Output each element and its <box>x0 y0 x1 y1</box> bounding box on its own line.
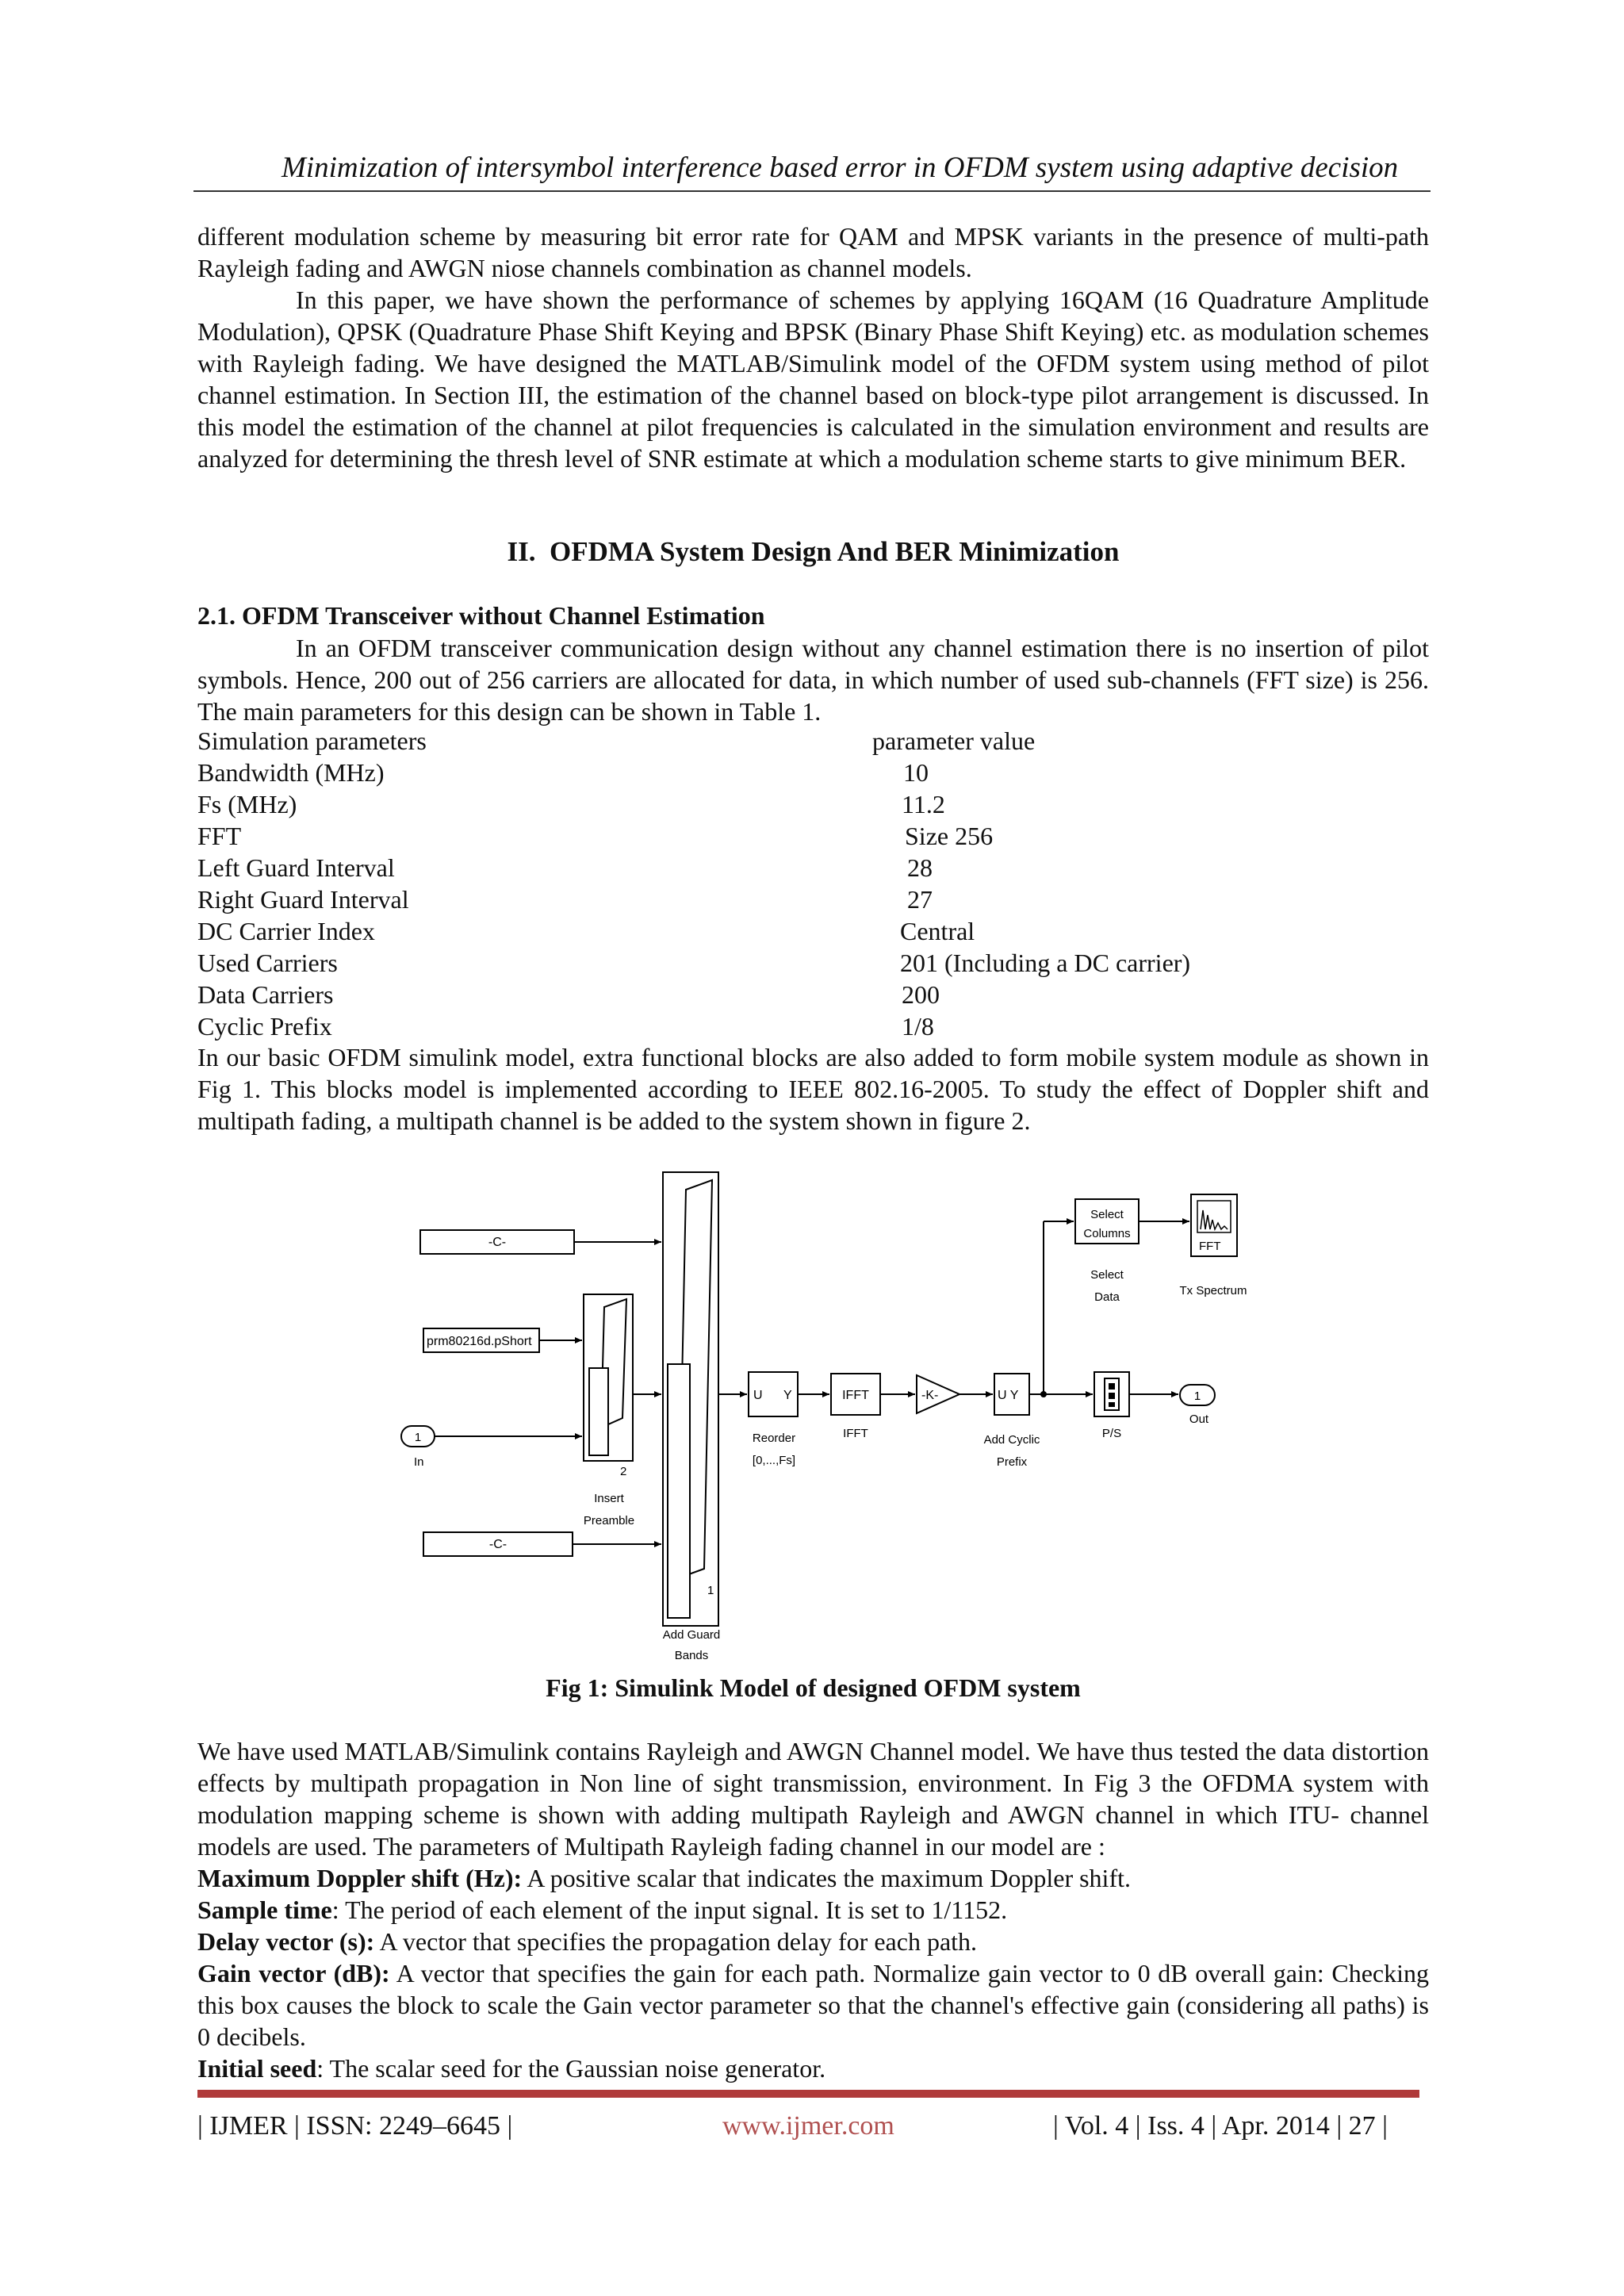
table-cell-value: 201 (Including a DC carrier) <box>900 949 1191 977</box>
table-row <box>197 917 975 949</box>
table-cell-value: 28 <box>907 853 933 882</box>
in-port-number: 1 <box>414 1431 422 1444</box>
intro-paragraph-1: different modulation scheme by measuring bit error rate for QAM and MPSK variants in the presence of multi-path Rayleigh fading and AWGN niose channels combination as channel models. <box>197 222 1429 282</box>
select-columns-inner-1: Select <box>1090 1208 1124 1221</box>
reorder-y: Y <box>783 1389 792 1402</box>
param-desc: A positive scalar that indicates the maximum Doppler shift. <box>522 1864 1131 1892</box>
insert-preamble-inner <box>589 1368 608 1455</box>
table-cell-value: Central <box>900 917 975 945</box>
param-item <box>197 2053 1429 2084</box>
constant-top-label: -C- <box>488 1236 507 1249</box>
section-paragraph-2: In our basic OFDM simulink model, extra functional blocks are also added to form mobile system module as shown in Fig 1. This blocks model is implemented according to IEEE 802.16-2005. To study the effect of Doppler shift and multipath fading, a multipath channel is be added to the system shown in figure 2. <box>197 1043 1429 1135</box>
cyclic-prefix-inner: U Y <box>998 1389 1019 1402</box>
param-term: Sample time <box>197 1895 332 1924</box>
insert-preamble-label-2: Preamble <box>583 1514 635 1527</box>
gain-label: -K- <box>921 1389 939 1402</box>
constant-bottom-label: -C- <box>488 1538 508 1551</box>
out-port-number: 1 <box>1193 1389 1201 1403</box>
param-item <box>197 1926 1429 1957</box>
section-paragraph-1: In an OFDM transceiver communication design without any channel estimation there is no insertion of pilot symbols. Hence, 200 out of 256 carriers are allocated for data, in which number of used sub-channels (FFT size) is 256. The main parameters for this design can be shown in Table 1. <box>197 634 1429 726</box>
table-cell-value: 200 <box>902 980 940 1009</box>
table-cell-value: 11.2 <box>902 790 945 818</box>
table-cell-param: Right Guard Interval <box>197 885 409 914</box>
table-cell-param: FFT <box>197 822 242 850</box>
select-data-label-1: Select <box>1090 1268 1124 1282</box>
param-item <box>197 1862 1429 1894</box>
table-row <box>197 758 929 790</box>
reorder-label-2: [0,...,Fs] <box>752 1454 796 1467</box>
param-desc: : The scalar seed for the Gaussian noise generator. <box>316 2054 826 2083</box>
intro-paragraph-2: In this paper, we have shown the performance of schemes by applying 16QAM (16 Quadrature Amplitude Modulation), QPSK (Quadrature Phase Shift Keying and BPSK (Binary Phase Shift Keying) etc. as modulation schemes with Rayleigh fading. We have designed the MATLAB/Simulink model of the OFDM system using method of pilot channel estimation. In Section III, the estimation of the channel based on block-type pilot arrangement is discussed. In this model the estimation of the channel at pilot frequencies is calculated in the simulation environment and results are analyzed for determining the thresh level of SNR estimate at which a modulation scheme starts to give minimum BER. <box>197 286 1429 473</box>
table-header-value: parameter value <box>872 726 1036 755</box>
running-header: Minimization of intersymbol interference based error in OFDM system using adaptive decision <box>282 151 1399 184</box>
table-cell-value: 1/8 <box>902 1012 934 1041</box>
section-title: II. OFDMA System Design And BER Minimization <box>507 536 1120 567</box>
section-paragraph-2-wrap <box>197 1041 1429 1137</box>
table-cell-param: Cyclic Prefix <box>197 1012 332 1041</box>
table-cell-value: 27 <box>907 885 933 914</box>
simulink-diagram <box>396 1166 1277 1673</box>
scope-label: Tx Spectrum <box>1179 1284 1247 1297</box>
in-port-label: In <box>414 1455 424 1469</box>
param-desc: A vector that specifies the propagation delay for each path. <box>374 1927 978 1956</box>
footer-issue-page: | Vol. 4 | Iss. 4 | Apr. 2014 | 27 | <box>1053 2111 1388 2141</box>
param-item <box>197 1894 1429 1926</box>
after-figure-text <box>197 1735 1429 2084</box>
param-desc: A vector that specifies the gain for each path. Normalize gain vector to 0 dB overall gain: Checking this box causes the block to scale the Gain vector parameter so that the channel's effective gain (considering all paths) is 0 decibels. <box>197 1959 1430 2051</box>
table-cell-param: DC Carrier Index <box>197 917 375 945</box>
out-port-label: Out <box>1189 1412 1209 1426</box>
wire-junction <box>1040 1391 1047 1397</box>
guard-bands-label-1: Add Guard <box>662 1628 721 1642</box>
insert-preamble-port-2: 2 <box>620 1465 627 1478</box>
table-cell-param: Data Carriers <box>197 980 334 1009</box>
table-row <box>197 885 933 917</box>
table-row <box>197 822 994 853</box>
section-paragraph-1-wrap <box>197 632 1429 727</box>
ps-inner-cell <box>1109 1383 1115 1389</box>
guard-bands-inner <box>668 1364 690 1618</box>
param-term: Delay vector (s): <box>197 1927 375 1956</box>
table-cell-value: Size 256 <box>905 822 994 850</box>
guard-bands-label-2: Bands <box>674 1649 709 1662</box>
cyclic-prefix-label-1: Add Cyclic <box>983 1433 1040 1447</box>
guard-bands-port-1: 1 <box>707 1584 714 1597</box>
insert-preamble-label-1: Insert <box>594 1492 624 1505</box>
footer-website-link[interactable]: www.ijmer.com <box>722 2111 894 2141</box>
table-header-param: Simulation parameters <box>197 726 427 755</box>
param-term: Gain vector (dB): <box>197 1959 390 1987</box>
table-cell-param: Left Guard Interval <box>197 853 395 882</box>
header-rule <box>193 190 1431 192</box>
table-row <box>197 949 1191 980</box>
intro-text <box>197 220 1429 474</box>
cyclic-prefix-label-2: Prefix <box>996 1455 1028 1469</box>
table-row <box>197 790 945 822</box>
ifft-inner-label: IFFT <box>842 1389 869 1402</box>
ps-label: P/S <box>1101 1427 1122 1440</box>
param-term: Initial seed <box>197 2054 317 2083</box>
footer-rule <box>197 2090 1419 2098</box>
param-item <box>197 1957 1429 2053</box>
subsection-title: 2.1. OFDM Transceiver without Channel Estimation <box>197 601 765 630</box>
table-cell-param: Used Carriers <box>197 949 338 977</box>
table-row <box>197 1012 934 1044</box>
footer-journal: | IJMER | ISSN: 2249–6645 | <box>197 2111 513 2141</box>
ps-inner-cell <box>1109 1393 1115 1399</box>
table-cell-param: Fs (MHz) <box>197 790 297 818</box>
preamble-source-label: prm80216d.pShort <box>427 1335 532 1348</box>
table-row <box>197 853 933 885</box>
ifft-label: IFFT <box>843 1427 868 1440</box>
select-columns-inner-2: Columns <box>1083 1227 1131 1240</box>
reorder-label-1: Reorder <box>752 1432 796 1445</box>
reorder-u: U <box>753 1389 763 1402</box>
scope-inner-label: FFT <box>1199 1240 1221 1253</box>
figure-caption: Fig 1: Simulink Model of designed OFDM system <box>546 1673 1081 1702</box>
select-data-label-2: Data <box>1094 1290 1120 1304</box>
after-figure-paragraph: We have used MATLAB/Simulink contains Rayleigh and AWGN Channel model. We have thus tested the data distortion effects by multipath propagation in Non line of sight transmission, environment. In Fig 3 the OFDMA system with modulation mapping scheme is shown with adding multipath Rayleigh and AWGN channel in which ITU- channel models are used. The parameters of Multipath Rayleigh fading channel in our model are : <box>197 1737 1429 1861</box>
ps-inner-cell <box>1109 1402 1115 1407</box>
param-desc: : The period of each element of the input signal. It is set to 1/1152. <box>331 1895 1008 1924</box>
param-term: Maximum Doppler shift (Hz): <box>197 1864 523 1892</box>
table-row <box>197 980 940 1012</box>
table-cell-param: Bandwidth (MHz) <box>197 758 385 787</box>
table-header-row <box>197 726 1036 758</box>
table-cell-value: 10 <box>903 758 929 787</box>
